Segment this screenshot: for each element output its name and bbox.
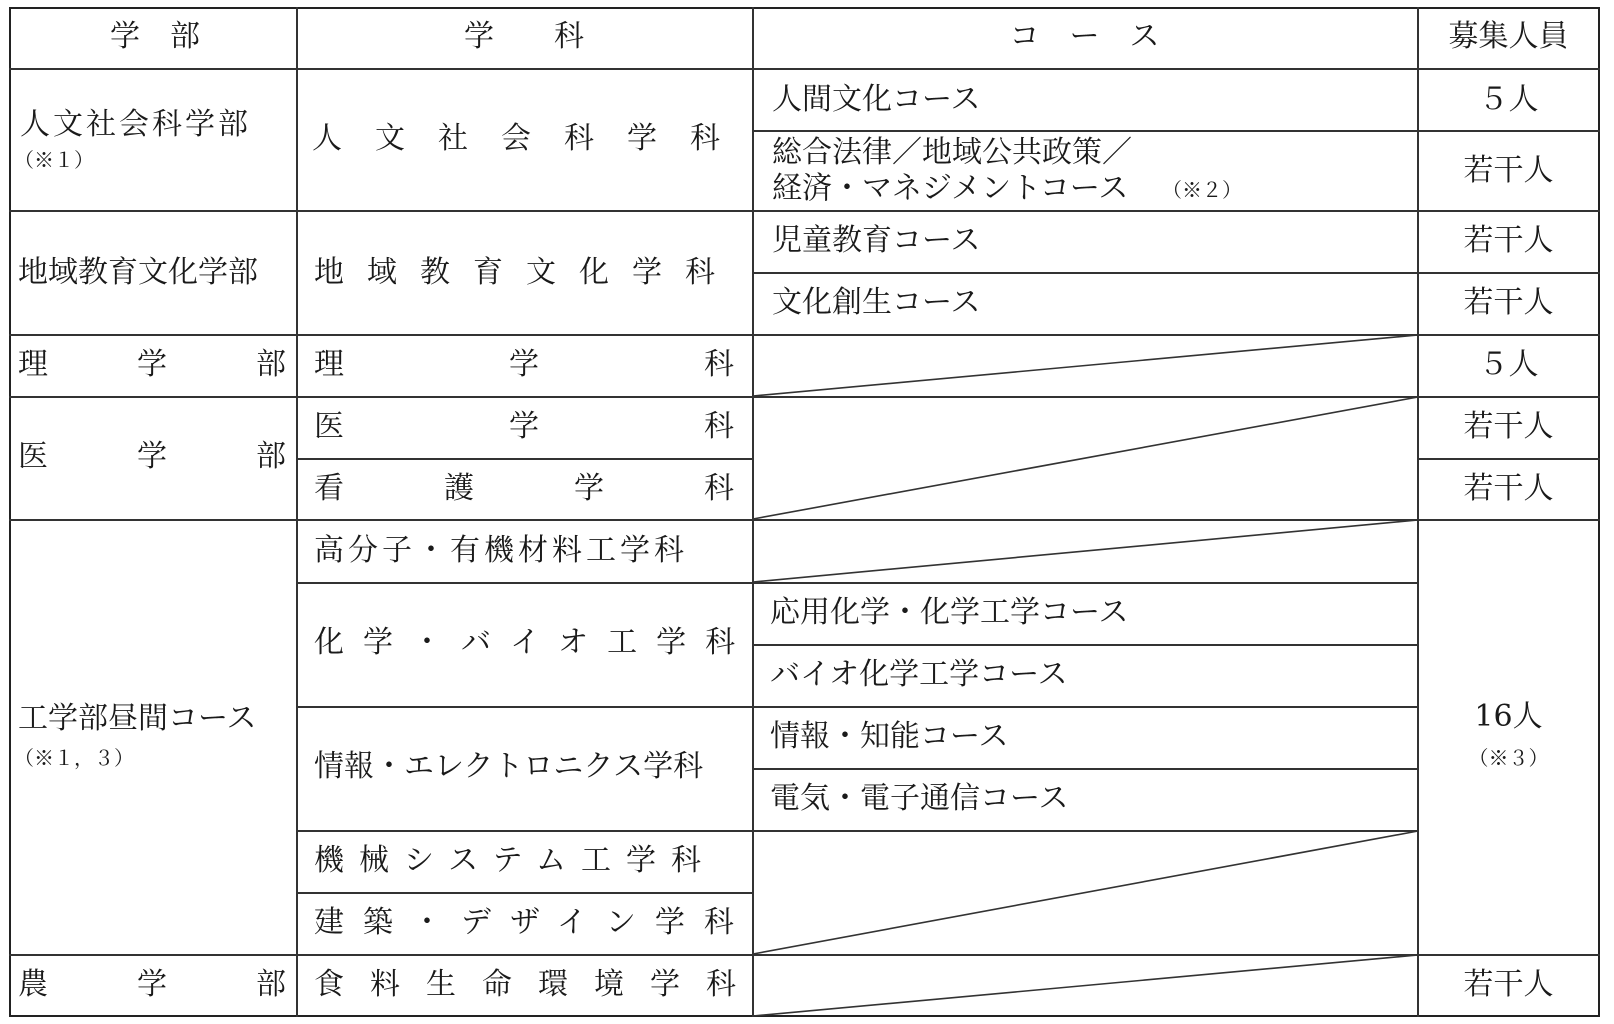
count-engineering-note: （※３） [1468, 746, 1549, 770]
course-law-policy-note: （※２） [1162, 178, 1242, 202]
diagonal-stroke [753, 397, 1418, 519]
course-human-culture: 人間文化コース [772, 82, 981, 117]
header-department: 学 科 [464, 19, 584, 54]
faculty-engineering: 工学部昼間コース [18, 701, 257, 736]
course-law-policy-line1: 総合法律／地域公共政策／ [772, 135, 1132, 170]
count-law-policy: 若干人 [1463, 153, 1554, 188]
course-law-policy-line2: 経済・マネジメントコース [772, 171, 1129, 206]
course-electric-communication: 電気・電子通信コース [770, 781, 1069, 816]
count-engineering: 16人 [1474, 699, 1543, 734]
diagonal-stroke [753, 335, 1418, 396]
count-nursing: 若干人 [1463, 471, 1554, 506]
diagonal-stroke [753, 520, 1418, 582]
header-course: コ ー ス [1009, 19, 1160, 54]
course-child-education: 児童教育コース [772, 223, 981, 258]
count-science: ５人 [1478, 347, 1539, 382]
department-mechanical: 機械システム工学科 [314, 843, 716, 878]
diagonal-stroke [753, 831, 1418, 954]
department-architecture: 建築・デザイン学科 [314, 905, 753, 940]
department-info-electronics: 情報・エレクトロニクス学科 [314, 749, 704, 784]
department-chem-bio: 化学・バイオ工学科 [314, 625, 755, 660]
count-medicine: 若干人 [1463, 409, 1554, 444]
faculty-education: 地域教育文化学部 [18, 255, 258, 290]
count-child-education: 若干人 [1463, 223, 1554, 258]
header-faculty: 学 部 [110, 19, 200, 54]
course-applied-chemistry: 応用化学・化学工学コース [770, 595, 1129, 630]
department-humanities: 人文社会科学科 [312, 121, 753, 156]
department-science: 理 学 科 [314, 347, 734, 382]
diagonal-stroke [753, 955, 1418, 1016]
course-culture-creation: 文化創生コース [772, 285, 981, 320]
course-info-intelligence: 情報・知能コース [770, 719, 1009, 754]
faculty-humanities: 人文社会科学部 [20, 107, 251, 142]
department-nursing: 看 護 学 科 [314, 471, 734, 506]
faculty-science: 理 学 部 [18, 347, 286, 382]
department-education: 地域教育文化学科 [314, 255, 738, 290]
count-agriculture: 若干人 [1463, 967, 1554, 1002]
department-medicine: 医 学 科 [314, 409, 734, 444]
faculty-engineering-note: （※１，３） [14, 746, 134, 770]
faculty-medicine: 医 学 部 [18, 439, 286, 474]
header-recruit: 募集人員 [1448, 19, 1569, 54]
faculty-agriculture: 農 学 部 [18, 967, 286, 1002]
count-culture-creation: 若干人 [1463, 285, 1554, 320]
count-human-culture: ５人 [1478, 82, 1539, 117]
department-polymer: 高分子・有機材料工学科 [314, 533, 688, 568]
department-agriculture: 食料生命環境学科 [314, 967, 762, 1002]
faculty-humanities-note: （※１） [14, 148, 94, 172]
course-bio-chemistry: バイオ化学工学コース [770, 657, 1068, 692]
